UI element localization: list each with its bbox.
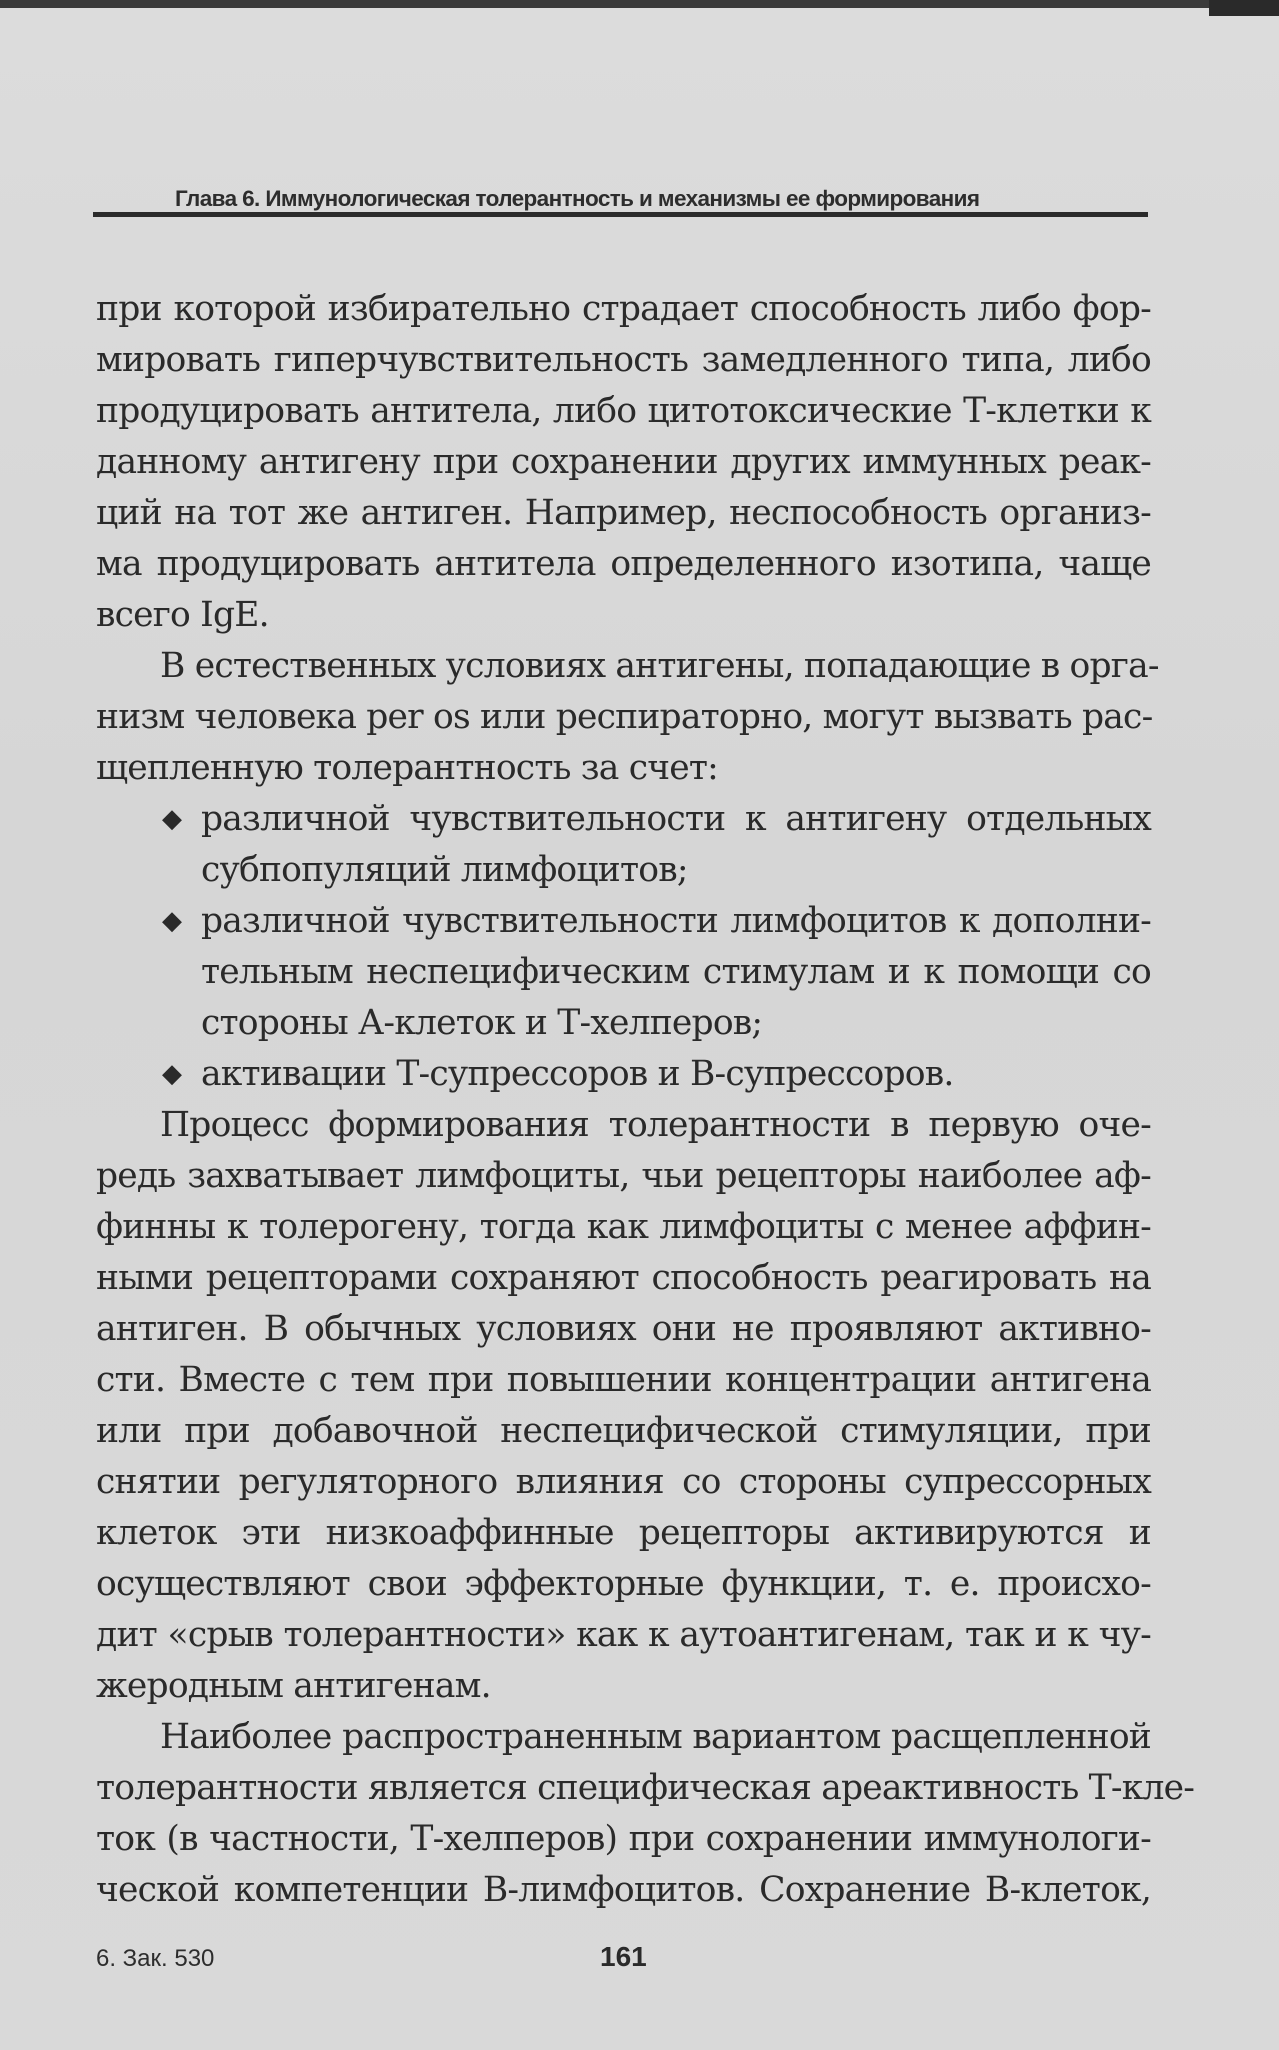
bullet-text: различной чувствительности к антигену отдельных [201,799,1151,839]
text-line: толерантности является специфическая ареактивность Т-кле- [96,1768,1195,1808]
printer-signature: 6. Зак. 530 [96,1945,215,1972]
text-line: ческой компетенции В-лимфоцитов. Сохранение В-клеток, [96,1870,1151,1910]
bullet-continuation: тельным неспецифическим стимулам и к помощи со [201,952,1151,992]
bullet-continuation: стороны А-клеток и Т-хелперов; [201,1003,763,1043]
running-header [95,186,1145,226]
text-line: антиген. В обычных условиях они не проявляют активно- [96,1309,1151,1349]
paragraph-first-line: В естественных условиях антигены, попадающие в орга- [160,646,1159,686]
bullet-continuation: субпопуляций лимфоцитов; [201,850,688,890]
text-line: ма продуцировать антитела определенного изотипа, чаще [96,544,1151,584]
bullet-item [96,1049,1151,1100]
text-line: снятии регуляторного влияния со стороны супрессорных [96,1462,1151,1502]
diamond-bullet-icon: ◆ [162,906,182,936]
text-line: щепленную толерантность за счет: [96,748,718,788]
text-line: редь захватывает лимфоциты, чьи рецепторы наиболее аф- [96,1156,1151,1196]
text-line: ций на тот же антиген. Например, неспособность организ- [96,493,1151,533]
text-line: сти. Вместе с тем при повышении концентрации антигена [96,1360,1151,1400]
text-line: финны к толерогену, тогда как лимфоциты с менее аффин- [96,1207,1151,1247]
text-line: ток (в частности, Т-хелперов) при сохранении иммунологи- [96,1819,1151,1859]
text-line: ными рецепторами сохраняют способность реагировать на [96,1258,1151,1298]
text-line: клеток эти низкоаффинные рецепторы активируются и [96,1513,1151,1553]
bullet-text: активации Т-супрессоров и В-супрессоров. [201,1054,954,1094]
text-line: мировать гиперчувствительность замедленного типа, либо [96,340,1151,380]
paragraph-first-line: Наиболее распространенным вариантом расщепленной [160,1717,1151,1757]
text-line: дит «срыв толерантности» как к аутоантигенам, так и к чу- [96,1615,1151,1655]
page-body [96,284,1195,1916]
bullet-item [96,896,1151,947]
text-line: продуцировать антитела, либо цитотоксические Т-клетки к [96,391,1151,431]
text-line: низм человека per os или респираторно, могут вызвать рас- [96,697,1153,737]
page-corner-shadow [1209,0,1279,16]
diamond-bullet-icon: ◆ [162,804,182,834]
page-number: 161 [600,1941,647,1972]
text-line: всего IgE. [96,595,269,635]
page-top-edge [0,0,1279,8]
text-line: осуществляют свои эффекторные функции, т. е. происхо- [96,1564,1151,1604]
text-line: или при добавочной неспецифической стимуляции, при [96,1411,1151,1451]
text-line: при которой избирательно страдает способность либо фор- [96,289,1151,329]
text-line: данному антигену при сохранении других иммунных реак- [96,442,1151,482]
header-rule [93,212,1148,217]
diamond-bullet-icon: ◆ [162,1059,182,1089]
text-line: жеродным антигенам. [96,1666,491,1706]
bullet-text: различной чувствительности лимфоцитов к дополни- [201,901,1151,941]
running-header-title: Глава 6. Иммунологическая толерантность и механизмы ее формирования [175,186,980,211]
bullet-item [96,794,1151,845]
paragraph-first-line: Процесс формирования толерантности в первую оче- [160,1105,1151,1145]
